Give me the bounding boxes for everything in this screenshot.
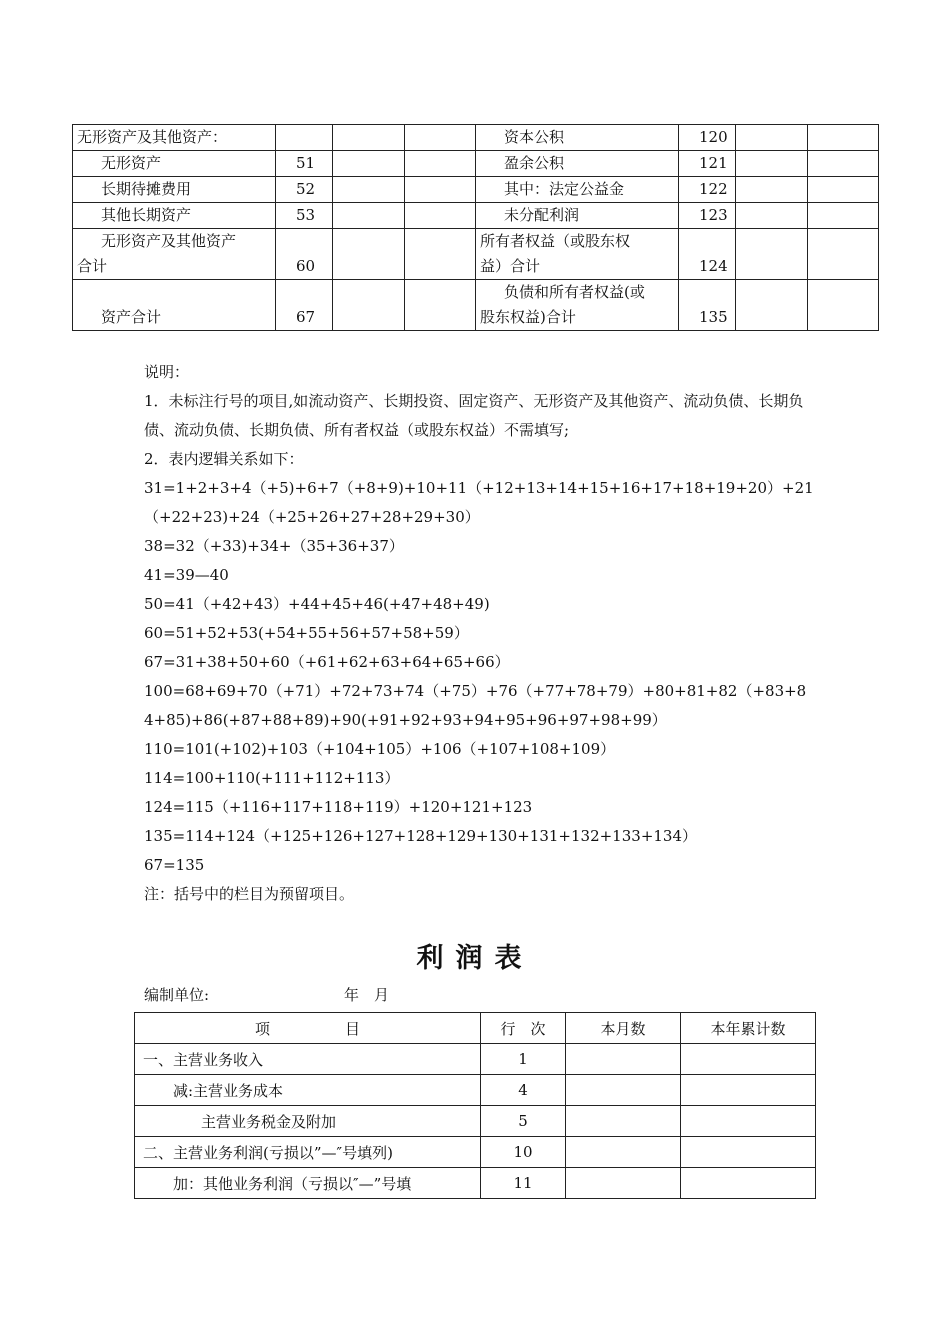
right-item: 资本公积 <box>476 125 679 151</box>
left-line: 67 <box>276 280 333 331</box>
table-row <box>73 229 879 280</box>
right-line: 124 <box>679 229 736 280</box>
left-item: 其他长期资产 <box>73 203 276 229</box>
income-statement-title: 利润表 <box>416 943 534 974</box>
unit-label: 编制单位: <box>144 986 210 1004</box>
cell <box>681 1044 816 1075</box>
right-item-line2: 股东权益)合计 <box>480 308 576 326</box>
right-line: 121 <box>679 151 736 177</box>
cell <box>333 125 405 151</box>
table-row <box>73 151 879 177</box>
cell <box>405 151 476 177</box>
left-item: 无形资产及其他资产： <box>73 125 276 151</box>
left-line: 52 <box>276 177 333 203</box>
right-line: 123 <box>679 203 736 229</box>
cell <box>736 177 808 203</box>
cell <box>681 1075 816 1106</box>
table-row <box>135 1137 816 1168</box>
footnote: 注：括号中的栏目为预留项目。 <box>144 885 355 903</box>
cell <box>736 125 808 151</box>
cell <box>566 1075 681 1106</box>
row-item: 减:主营业务成本 <box>135 1075 481 1106</box>
note-line: 1．未标注行号的项目,如流动资产、长期投资、固定资产、无形资产及其他资产、流动负债、长期负债、流动负债、长期负债、所有者权益（或股东权益）不需填写; <box>144 392 804 439</box>
right-item-line2: 益）合计 <box>480 257 541 275</box>
table-row <box>135 1075 816 1106</box>
right-line: 122 <box>679 177 736 203</box>
cell <box>736 151 808 177</box>
formula-line: 110=101(+102)+103（+104+105）+106（+107+108+109） <box>144 740 616 758</box>
cell <box>566 1106 681 1137</box>
table-header-row <box>135 1013 816 1044</box>
formula-line: 38=32（+33)+34+（35+36+37） <box>144 537 404 555</box>
left-item: 资产合计 <box>73 280 276 331</box>
header-ytd: 本年累计数 <box>681 1013 816 1044</box>
formula-line: 50=41（+42+43）+44+45+46(+47+48+49) <box>144 595 490 613</box>
table-row <box>73 125 879 151</box>
cell <box>681 1168 816 1199</box>
formula-line: 67=135 <box>144 856 205 874</box>
unit-line <box>144 984 390 1005</box>
row-line: 5 <box>481 1106 566 1137</box>
left-item-line2: 合计 <box>77 257 108 275</box>
left-line: 51 <box>276 151 333 177</box>
cell <box>808 125 879 151</box>
cell <box>681 1106 816 1137</box>
table-row <box>73 280 879 331</box>
table-row <box>73 203 879 229</box>
cell <box>808 151 879 177</box>
header-month: 本月数 <box>566 1013 681 1044</box>
cell <box>566 1044 681 1075</box>
cell <box>736 229 808 280</box>
right-item-line1: 所有者权益（或股东权 <box>480 232 631 250</box>
left-item: 长期待摊费用 <box>73 177 276 203</box>
right-item <box>476 229 679 280</box>
row-item: 一、主营业务收入 <box>135 1044 481 1075</box>
left-line: 53 <box>276 203 333 229</box>
left-item: 无形资产 <box>73 151 276 177</box>
right-item: 其中：法定公益金 <box>476 177 679 203</box>
right-item <box>476 280 679 331</box>
notes-heading: 说明： <box>144 363 190 381</box>
cell <box>736 280 808 331</box>
table-row <box>73 177 879 203</box>
row-line: 1 <box>481 1044 566 1075</box>
cell <box>808 229 879 280</box>
left-line: 60 <box>276 229 333 280</box>
note-line: 2．表内逻辑关系如下： <box>144 450 304 468</box>
table-row <box>135 1044 816 1075</box>
cell <box>405 177 476 203</box>
formula-line: 31=1+2+3+4（+5)+6+7（+8+9)+10+11（+12+13+14+15+16+17+18+19+20）+21（+22+23)+24（+25+26+27+28+29+30） <box>144 479 814 526</box>
row-line: 11 <box>481 1168 566 1199</box>
formula-line: 114=100+110(+111+112+113） <box>144 769 400 787</box>
row-item: 主营业务税金及附加 <box>135 1106 481 1137</box>
cell <box>333 177 405 203</box>
row-item: 二、主营业务利润(亏损以”—″号填列) <box>135 1137 481 1168</box>
formula-line: 124=115（+116+117+118+119）+120+121+123 <box>144 798 533 816</box>
right-item: 未分配利润 <box>476 203 679 229</box>
cell <box>405 203 476 229</box>
cell <box>808 203 879 229</box>
cell <box>333 229 405 280</box>
table-row <box>135 1168 816 1199</box>
formula-line: 135=114+124（+125+126+127+128+129+130+131+132+133+134） <box>144 827 698 845</box>
row-line: 4 <box>481 1075 566 1106</box>
cell <box>405 280 476 331</box>
formula-line: 60=51+52+53(+54+55+56+57+58+59） <box>144 624 469 642</box>
formula-line: 41=39—40 <box>144 566 229 584</box>
header-line: 行 次 <box>481 1013 566 1044</box>
right-line: 135 <box>679 280 736 331</box>
year-month-label: 年 月 <box>344 986 390 1004</box>
cell <box>566 1137 681 1168</box>
cell <box>405 125 476 151</box>
cell <box>333 203 405 229</box>
right-line: 120 <box>679 125 736 151</box>
row-line: 10 <box>481 1137 566 1168</box>
cell <box>333 151 405 177</box>
cell <box>736 203 808 229</box>
cell <box>808 177 879 203</box>
balance-sheet-table <box>72 124 879 331</box>
right-item: 盈余公积 <box>476 151 679 177</box>
income-statement-table <box>134 1012 816 1199</box>
left-line <box>276 125 333 151</box>
left-item <box>73 229 276 280</box>
cell <box>333 280 405 331</box>
notes-section <box>144 358 814 909</box>
cell <box>681 1137 816 1168</box>
right-item-line1: 负债和所有者权益(或 <box>504 283 645 301</box>
header-item: 项 目 <box>135 1013 481 1044</box>
table-row <box>135 1106 816 1137</box>
row-item: 加：其他业务利润（亏损以″—”号填 <box>135 1168 481 1199</box>
cell <box>405 229 476 280</box>
formula-line: 67=31+38+50+60（+61+62+63+64+65+66） <box>144 653 510 671</box>
formula-line: 100=68+69+70（+71）+72+73+74（+75）+76（+77+78+79）+80+81+82（+83+84+85)+86(+87+88+89)+90(+91+92+93+94+95+96+97+98+99） <box>144 682 807 729</box>
left-item-line1: 无形资产及其他资产 <box>101 232 237 250</box>
cell <box>566 1168 681 1199</box>
cell <box>808 280 879 331</box>
